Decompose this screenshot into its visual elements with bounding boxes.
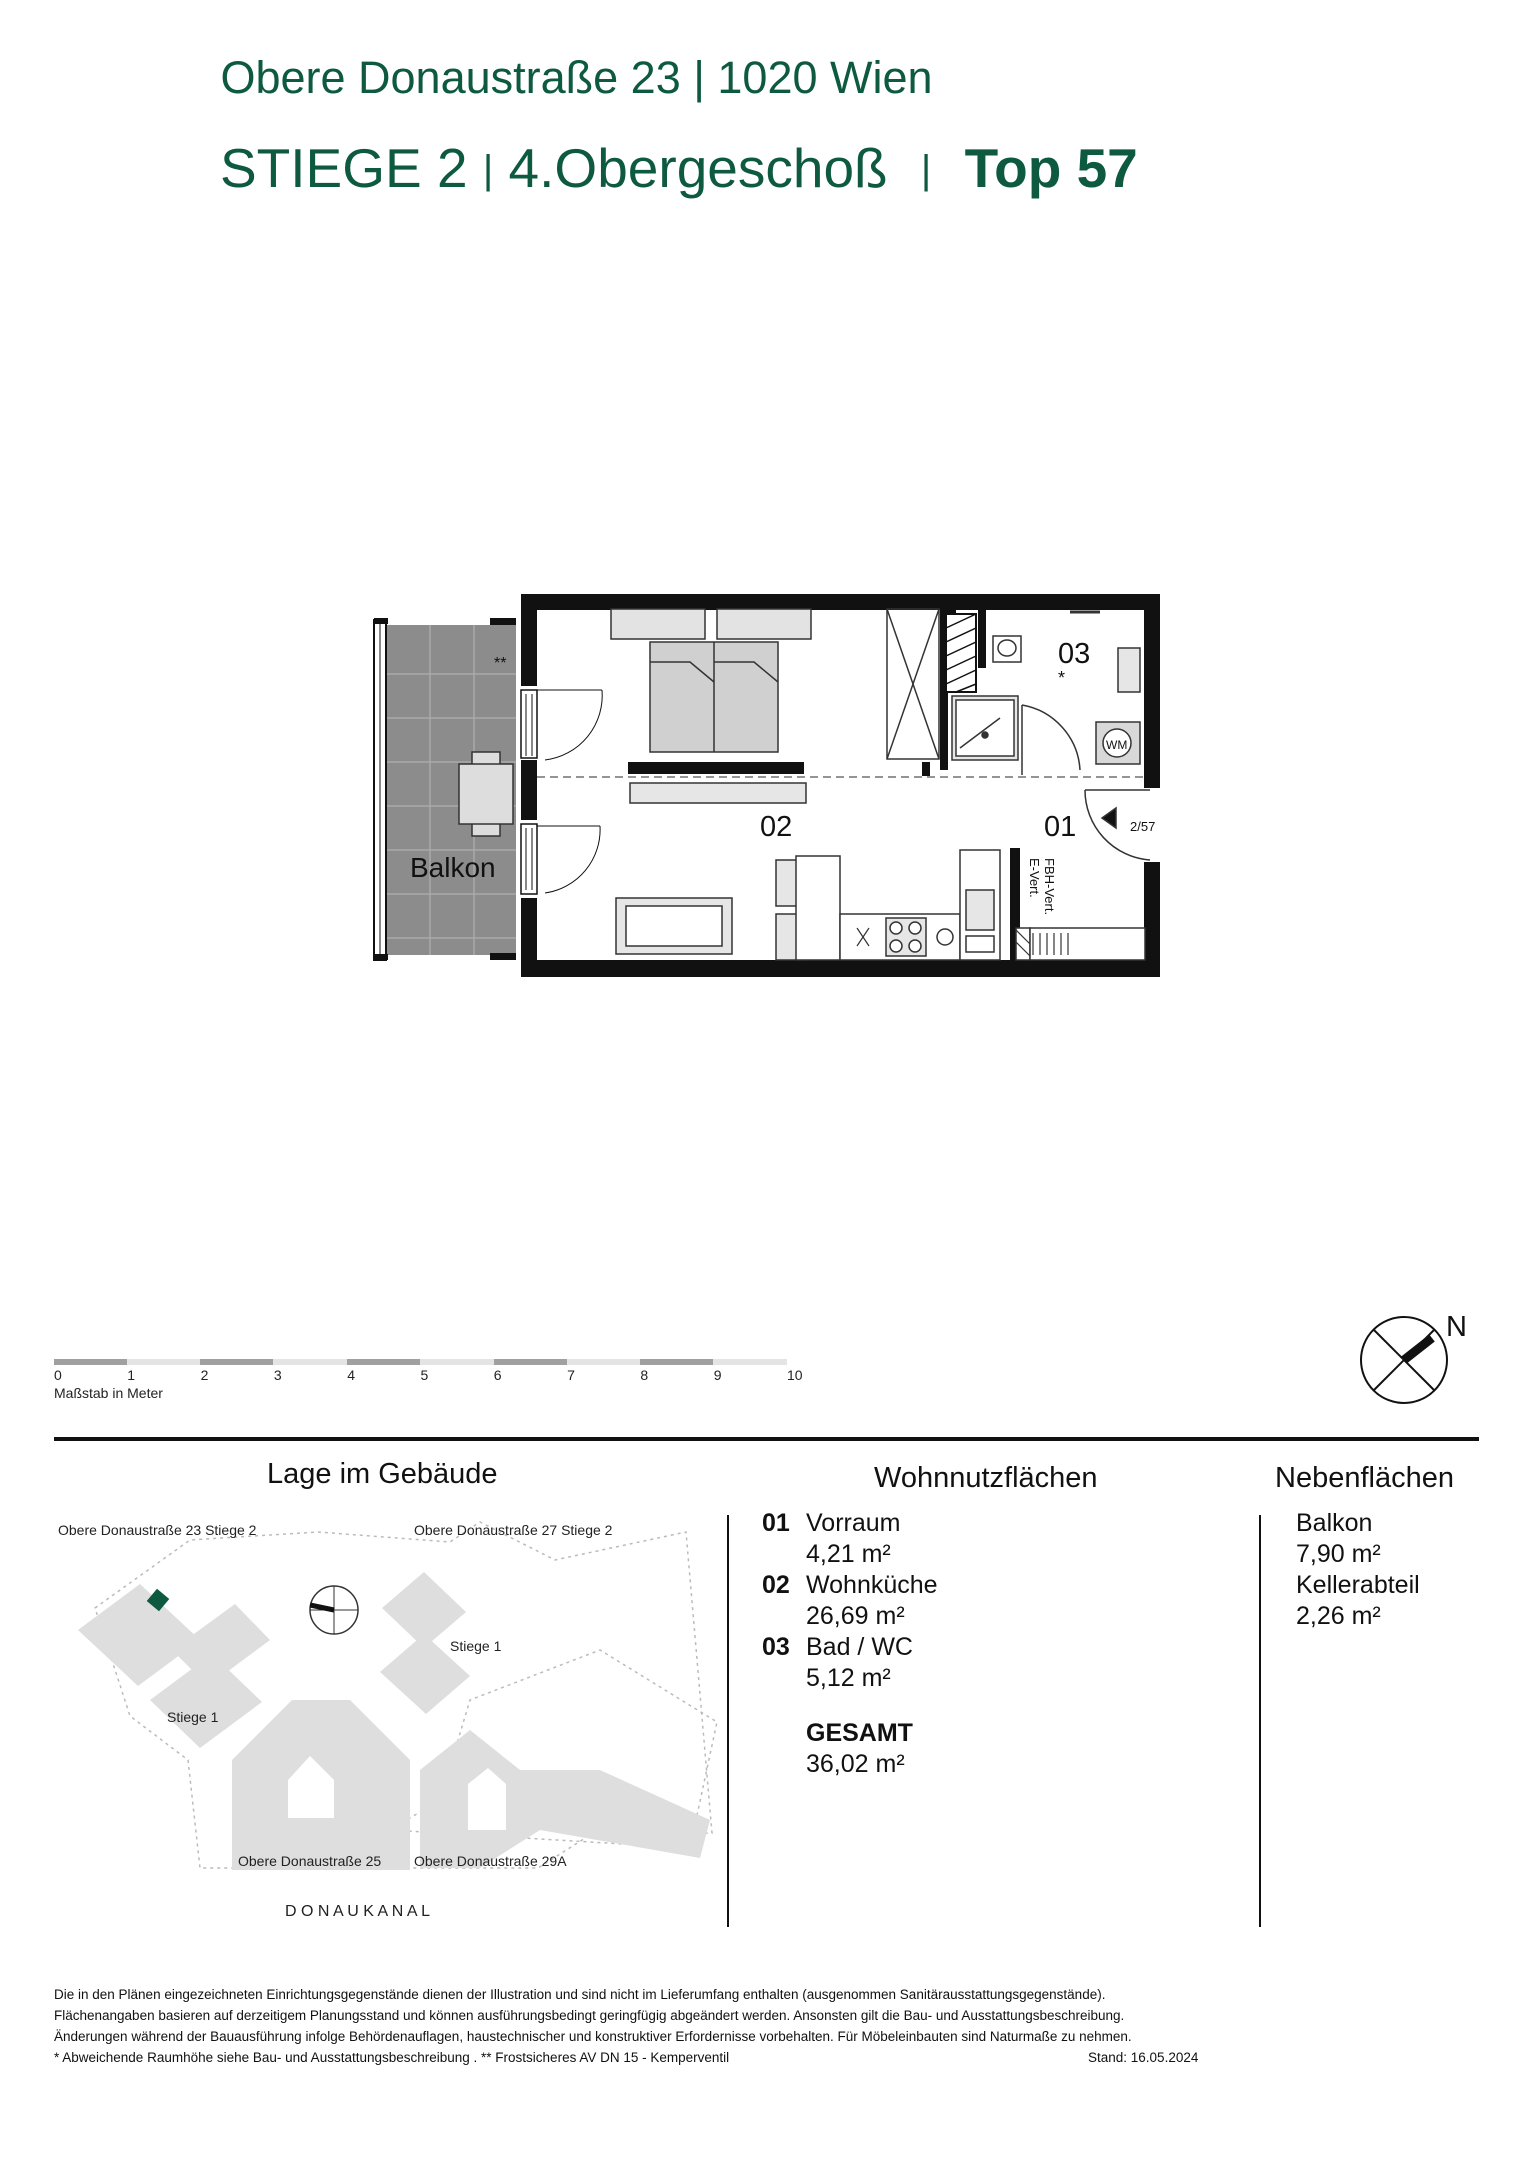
room-number: 02 [762, 1571, 790, 1599]
shaft [946, 614, 976, 692]
scale-tick-label: 7 [567, 1367, 575, 1383]
disclaimer [54, 1984, 1214, 2068]
neben-item-area: 2,26 m² [1296, 1602, 1381, 1630]
separator: | [920, 148, 932, 192]
divider [727, 1515, 729, 1927]
scale-label: Maßstab in Meter [54, 1385, 163, 1401]
e-vert-label: E-Vert. [1027, 858, 1042, 898]
compass-icon [1361, 1311, 1467, 1403]
site-label-donaukanal: D O N A U K A N A L [285, 1903, 430, 1920]
divider [54, 1437, 1479, 1441]
fbh-vert-label: FBH-Vert. [1042, 858, 1057, 916]
north-label: N [1446, 1311, 1467, 1343]
address-title: Obere Donaustraße 23 | 1020 Wien [220, 52, 933, 103]
room-name: Wohnküche [806, 1571, 938, 1599]
scale-tick-label: 1 [127, 1367, 136, 1383]
room-name: Bad / WC [806, 1633, 913, 1661]
disclaimer-line: Änderungen während der Bauausführung infolge Behördenauflagen, haustechnischer und konstruktiver Erfordernisse vorbehalten. Für Möbeleinbauten sind Naturmaße zu nehmen. [54, 2029, 1132, 2044]
room-03-label: 03 [1058, 638, 1091, 670]
total-area: 36,02 m² [806, 1750, 905, 1778]
scale-tick-label: 10 [787, 1367, 803, 1383]
room-number: 01 [762, 1509, 790, 1537]
site-label-od29a: Obere Donaustraße 29A [414, 1853, 567, 1869]
wardrobe [887, 609, 939, 759]
room-area: 4,21 m² [806, 1540, 891, 1568]
separator: | [482, 148, 494, 192]
floor-label: 4.Obergeschoß [508, 137, 888, 199]
room-entry-02 [762, 1570, 938, 1632]
room-area: 5,12 m² [806, 1664, 891, 1692]
disclaimer-line: Flächenangaben basieren auf derzeitigem Planungsstand und können ausführungsbedingt geringfügig abgeändert werden. Ansonsten gilt die Bau- und Ausstattungsbeschreibung. [54, 2008, 1125, 2023]
top-label: Top 57 [964, 137, 1138, 199]
site-map [78, 1522, 717, 1870]
scale-tick-label: 5 [420, 1367, 429, 1383]
room-entry-03 [762, 1632, 938, 1694]
neben-item-area: 7,90 m² [1296, 1540, 1381, 1568]
door-number: 2/57 [1130, 819, 1156, 834]
total-label: GESAMT [806, 1719, 913, 1747]
disclaimer-line: Die in den Plänen eingezeichneten Einrichtungsgegenstände dienen der Illustration und sind nicht im Lieferumfang enthalten (ausgenommen Sanitärausstattungsgegenstände). [54, 1987, 1106, 2002]
wohnnutz-title: Wohnnutzflächen [874, 1462, 1098, 1494]
site-label-od25: Obere Donaustraße 25 [238, 1853, 382, 1869]
scale-tick-label: 8 [640, 1367, 649, 1383]
neben-list [1296, 1508, 1420, 1632]
date-stamp: Stand: 16.05.2024 [1088, 2050, 1199, 2065]
disclaimer-line: * Abweichende Raumhöhe siehe Bau- und Ausstattungsbeschreibung . ** Frostsicheres AV DN 15 - Kemperventil [54, 2050, 730, 2065]
sofa [616, 898, 732, 954]
neben-item-name: Kellerabteil [1296, 1571, 1420, 1599]
room-area: 26,69 m² [806, 1602, 905, 1630]
frost-valve-mark: ** [494, 655, 507, 672]
room-name: Vorraum [806, 1509, 901, 1537]
site-label-od27s2: Obere Donaustraße 27 Stiege 2 [414, 1522, 613, 1538]
divider [1259, 1515, 1261, 1927]
scale-tick-label: 2 [200, 1367, 209, 1383]
scale-tick-label: 3 [273, 1367, 282, 1383]
lage-title: Lage im Gebäude [267, 1458, 498, 1490]
neben-item-name: Balkon [1296, 1509, 1373, 1537]
room-02-label: 02 [760, 811, 793, 843]
bed [611, 609, 811, 752]
scale-tick-label: 9 [713, 1367, 722, 1383]
scale-tick-label: 4 [347, 1367, 355, 1383]
stiege-label: STIEGE 2 [220, 137, 468, 199]
room-number: 03 [762, 1633, 790, 1661]
washing-machine-label: WM [1106, 738, 1128, 752]
site-label-stiege1-right: Stiege 1 [450, 1638, 502, 1654]
site-label-od23s2: Obere Donaustraße 23 Stiege 2 [58, 1522, 257, 1538]
room-01-label: 01 [1044, 811, 1077, 843]
scale-tick-label: 6 [493, 1367, 502, 1383]
scale-tick-label: 0 [54, 1367, 62, 1383]
room-entry-01 [762, 1508, 938, 1570]
neben-title: Nebenflächen [1275, 1462, 1454, 1494]
site-label-stiege1-left: Stiege 1 [167, 1709, 219, 1725]
wohnnutz-list [762, 1508, 938, 1780]
room-03-mark: * [1058, 668, 1066, 688]
balkon-label: Balkon [410, 852, 496, 883]
scale-bar [54, 1359, 787, 1365]
